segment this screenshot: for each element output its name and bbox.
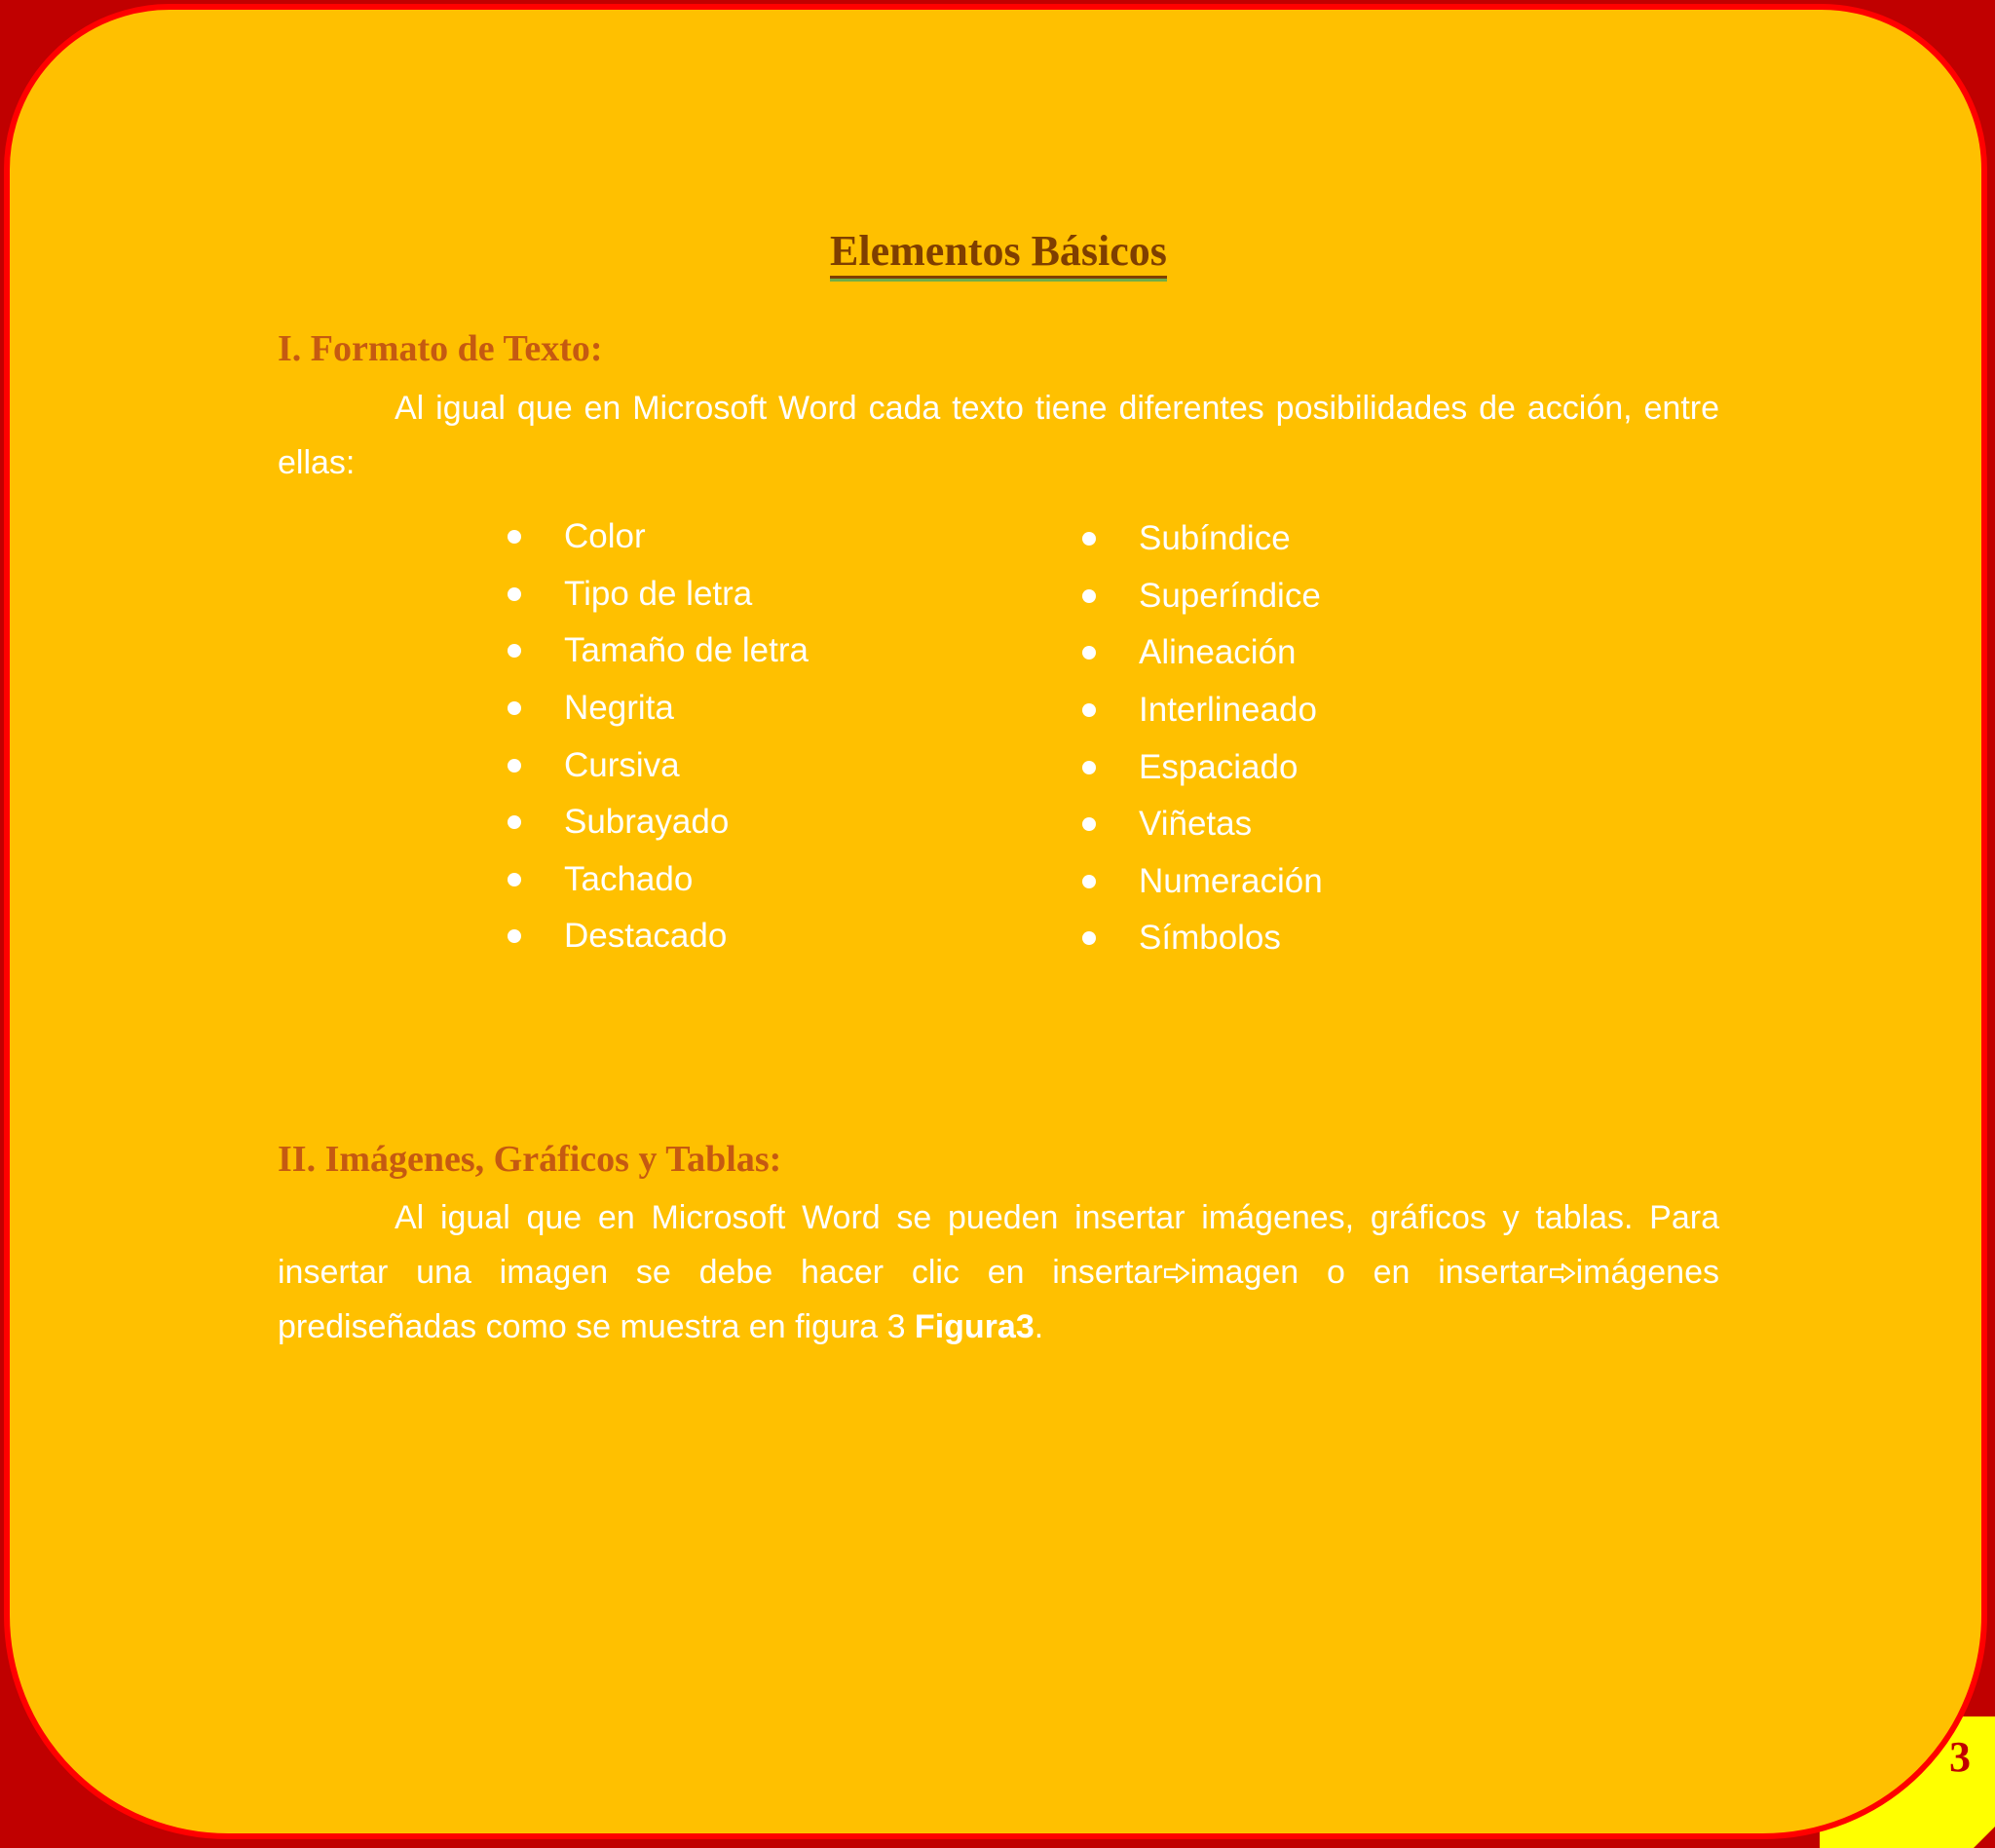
list-item: Espaciado <box>1082 738 1323 796</box>
bullet-icon <box>508 873 521 886</box>
list-item: Tamaño de letra <box>508 622 809 680</box>
section-1-heading: I. Formato de Texto: <box>278 328 603 369</box>
bullet-icon <box>508 759 521 773</box>
figure-reference: Figura3 <box>914 1308 1035 1345</box>
format-list-left <box>508 509 809 965</box>
section-2-heading: II. Imágenes, Gráficos y Tablas: <box>278 1139 782 1180</box>
list-item: Alineación <box>1082 624 1323 682</box>
bullet-icon <box>508 815 521 829</box>
list-item: Color <box>508 509 809 566</box>
list-item: Tipo de letra <box>508 566 809 623</box>
list-item: Viñetas <box>1082 796 1323 853</box>
list-item: Símbolos <box>1082 910 1323 967</box>
right-arrow-outline-icon <box>1549 1263 1576 1284</box>
bullet-icon <box>1082 817 1096 831</box>
list-item: Negrita <box>508 680 809 737</box>
list-item: Numeración <box>1082 853 1323 911</box>
bullet-icon <box>508 644 521 658</box>
list-item: Subíndice <box>1082 510 1323 568</box>
bullet-icon <box>1082 875 1096 888</box>
list-item: Tachado <box>508 851 809 909</box>
bullet-icon <box>1082 761 1096 774</box>
format-list-right <box>1082 510 1323 967</box>
bullet-icon <box>508 929 521 943</box>
bullet-icon <box>508 530 521 544</box>
list-item: Destacado <box>508 908 809 965</box>
bullet-icon <box>1082 532 1096 546</box>
page-number: 3 <box>1949 1733 1971 1781</box>
bullet-icon <box>1082 646 1096 660</box>
section-2-paragraph: Al igual que en Microsoft Word se pueden insertar imágenes, gráficos y tablas. Para insertar una imagen se debe hacer clic en insertar imagen o en insertar imágenes prediseñadas como se muestra en figura 3 Figura3. <box>278 1199 1719 1345</box>
page-title-text: Elementos Básicos <box>830 227 1167 279</box>
list-item: Cursiva <box>508 736 809 794</box>
bullet-icon <box>1082 931 1096 945</box>
bullet-icon <box>1082 703 1096 717</box>
page-title <box>278 226 1719 276</box>
page-corner-fold <box>1974 1827 1995 1848</box>
bullet-icon <box>508 701 521 715</box>
bullet-icon <box>1082 589 1096 603</box>
page-card <box>4 4 1987 1839</box>
list-item: Superíndice <box>1082 568 1323 625</box>
list-item: Subrayado <box>508 794 809 851</box>
right-arrow-outline-icon <box>1163 1263 1190 1284</box>
bullet-icon <box>508 587 521 601</box>
list-item: Interlineado <box>1082 682 1323 739</box>
section-1-intro: Al igual que en Microsoft Word cada texto tiene diferentes posibilidades de acción, entre ellas: <box>278 390 1719 481</box>
